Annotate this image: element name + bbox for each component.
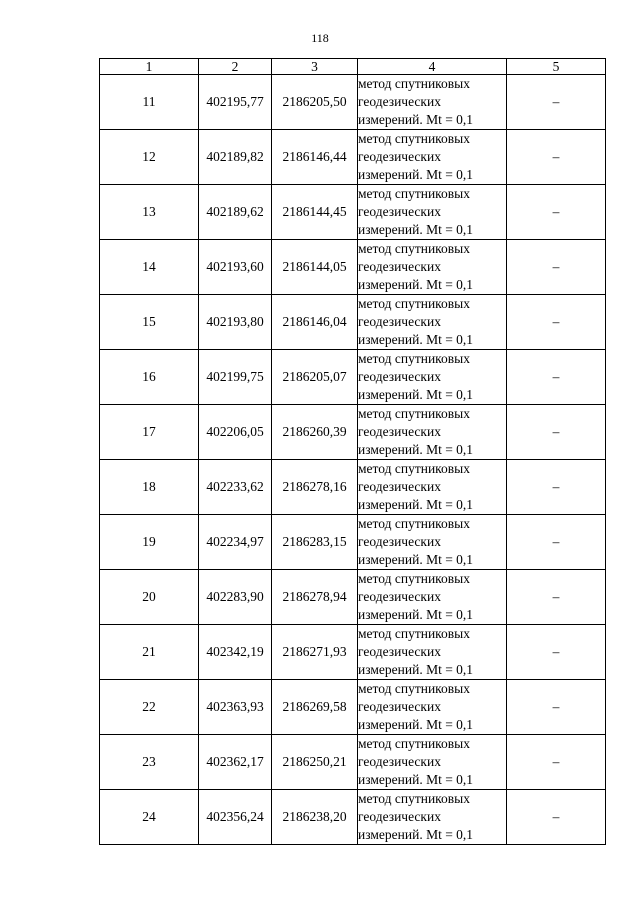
method-line: метод спутниковых (358, 516, 470, 531)
point-number-cell: 22 (100, 680, 199, 735)
method-cell (358, 75, 507, 130)
method-line: геодезических (358, 314, 441, 329)
point-number-cell: 16 (100, 350, 199, 405)
x-coordinate-cell: 402193,60 (199, 240, 272, 295)
method-line: метод спутниковых (358, 791, 470, 806)
y-coordinate-cell: 2186269,58 (272, 680, 358, 735)
method-line: метод спутниковых (358, 131, 470, 146)
method-line: измерений. Mt = 0,1 (358, 497, 474, 512)
method-line: геодезических (358, 809, 441, 824)
method-line: метод спутниковых (358, 571, 470, 586)
table-row (100, 625, 606, 680)
point-number-cell: 24 (100, 790, 199, 845)
point-number-cell: 14 (100, 240, 199, 295)
x-coordinate-cell: 402283,90 (199, 570, 272, 625)
note-cell: – (507, 680, 606, 735)
y-coordinate-cell: 2186278,94 (272, 570, 358, 625)
note-cell: – (507, 515, 606, 570)
y-coordinate-cell: 2186271,93 (272, 625, 358, 680)
method-line: геодезических (358, 644, 441, 659)
method-line: геодезических (358, 369, 441, 384)
table-row (100, 295, 606, 350)
point-number-cell: 18 (100, 460, 199, 515)
point-number-cell: 12 (100, 130, 199, 185)
method-cell (358, 295, 507, 350)
method-line: геодезических (358, 589, 441, 604)
note-cell: – (507, 130, 606, 185)
method-cell (358, 350, 507, 405)
method-line: метод спутниковых (358, 241, 470, 256)
table-row (100, 75, 606, 130)
method-line: измерений. Mt = 0,1 (358, 222, 474, 237)
method-cell (358, 680, 507, 735)
y-coordinate-cell: 2186283,15 (272, 515, 358, 570)
method-cell (358, 130, 507, 185)
method-line: измерений. Mt = 0,1 (358, 332, 474, 347)
x-coordinate-cell: 402206,05 (199, 405, 272, 460)
method-line: измерений. Mt = 0,1 (358, 662, 474, 677)
y-coordinate-cell: 2186260,39 (272, 405, 358, 460)
method-line: измерений. Mt = 0,1 (358, 607, 474, 622)
method-line: измерений. Mt = 0,1 (358, 442, 474, 457)
y-coordinate-cell: 2186238,20 (272, 790, 358, 845)
x-coordinate-cell: 402363,93 (199, 680, 272, 735)
point-number-cell: 11 (100, 75, 199, 130)
method-line: измерений. Mt = 0,1 (358, 827, 474, 842)
x-coordinate-cell: 402199,75 (199, 350, 272, 405)
y-coordinate-cell: 2186278,16 (272, 460, 358, 515)
method-line: геодезических (358, 204, 441, 219)
method-line: метод спутниковых (358, 351, 470, 366)
y-coordinate-cell: 2186146,44 (272, 130, 358, 185)
x-coordinate-cell: 402234,97 (199, 515, 272, 570)
method-line: измерений. Mt = 0,1 (358, 112, 474, 127)
y-coordinate-cell: 2186144,05 (272, 240, 358, 295)
x-coordinate-cell: 402356,24 (199, 790, 272, 845)
note-cell: – (507, 295, 606, 350)
table-row (100, 130, 606, 185)
method-cell (358, 460, 507, 515)
table-row (100, 735, 606, 790)
method-line: геодезических (358, 424, 441, 439)
method-line: геодезических (358, 259, 441, 274)
table-header-row (100, 59, 606, 75)
method-line: геодезических (358, 479, 441, 494)
point-number-cell: 17 (100, 405, 199, 460)
table-row (100, 240, 606, 295)
note-cell: – (507, 185, 606, 240)
point-number-cell: 21 (100, 625, 199, 680)
point-number-cell: 23 (100, 735, 199, 790)
note-cell: – (507, 570, 606, 625)
x-coordinate-cell: 402189,82 (199, 130, 272, 185)
x-coordinate-cell: 402342,19 (199, 625, 272, 680)
coordinates-table (99, 58, 606, 845)
note-cell: – (507, 350, 606, 405)
note-cell: – (507, 405, 606, 460)
table-row (100, 790, 606, 845)
method-line: метод спутниковых (358, 461, 470, 476)
method-cell (358, 405, 507, 460)
y-coordinate-cell: 2186144,45 (272, 185, 358, 240)
x-coordinate-cell: 402362,17 (199, 735, 272, 790)
method-cell (358, 570, 507, 625)
method-line: геодезических (358, 94, 441, 109)
x-coordinate-cell: 402233,62 (199, 460, 272, 515)
column-header-4: 4 (358, 59, 507, 75)
x-coordinate-cell: 402193,80 (199, 295, 272, 350)
method-line: измерений. Mt = 0,1 (358, 387, 474, 402)
method-cell (358, 735, 507, 790)
note-cell: – (507, 75, 606, 130)
method-line: метод спутниковых (358, 406, 470, 421)
method-line: метод спутниковых (358, 736, 470, 751)
column-header-5: 5 (507, 59, 606, 75)
method-cell (358, 625, 507, 680)
table-body (100, 75, 606, 845)
page-number: 118 (311, 31, 329, 45)
note-cell: – (507, 735, 606, 790)
method-cell (358, 185, 507, 240)
method-cell (358, 240, 507, 295)
table-row (100, 680, 606, 735)
column-header-1: 1 (100, 59, 199, 75)
method-line: измерений. Mt = 0,1 (358, 772, 474, 787)
table-row (100, 185, 606, 240)
table-row (100, 460, 606, 515)
table-row (100, 350, 606, 405)
method-line: измерений. Mt = 0,1 (358, 167, 474, 182)
note-cell: – (507, 790, 606, 845)
table-row (100, 405, 606, 460)
column-header-2: 2 (199, 59, 272, 75)
method-line: измерений. Mt = 0,1 (358, 552, 474, 567)
method-line: метод спутниковых (358, 186, 470, 201)
table-row (100, 570, 606, 625)
method-line: геодезических (358, 149, 441, 164)
method-line: метод спутниковых (358, 626, 470, 641)
method-cell (358, 790, 507, 845)
method-line: метод спутниковых (358, 681, 470, 696)
table-row (100, 515, 606, 570)
y-coordinate-cell: 2186205,50 (272, 75, 358, 130)
method-line: измерений. Mt = 0,1 (358, 277, 474, 292)
x-coordinate-cell: 402195,77 (199, 75, 272, 130)
note-cell: – (507, 240, 606, 295)
point-number-cell: 13 (100, 185, 199, 240)
point-number-cell: 19 (100, 515, 199, 570)
method-line: геодезических (358, 534, 441, 549)
point-number-cell: 20 (100, 570, 199, 625)
column-header-3: 3 (272, 59, 358, 75)
note-cell: – (507, 625, 606, 680)
y-coordinate-cell: 2186205,07 (272, 350, 358, 405)
note-cell: – (507, 460, 606, 515)
x-coordinate-cell: 402189,62 (199, 185, 272, 240)
y-coordinate-cell: 2186146,04 (272, 295, 358, 350)
method-line: измерений. Mt = 0,1 (358, 717, 474, 732)
method-line: геодезических (358, 699, 441, 714)
method-line: геодезических (358, 754, 441, 769)
point-number-cell: 15 (100, 295, 199, 350)
method-line: метод спутниковых (358, 296, 470, 311)
method-cell (358, 515, 507, 570)
y-coordinate-cell: 2186250,21 (272, 735, 358, 790)
method-line: метод спутниковых (358, 76, 470, 91)
